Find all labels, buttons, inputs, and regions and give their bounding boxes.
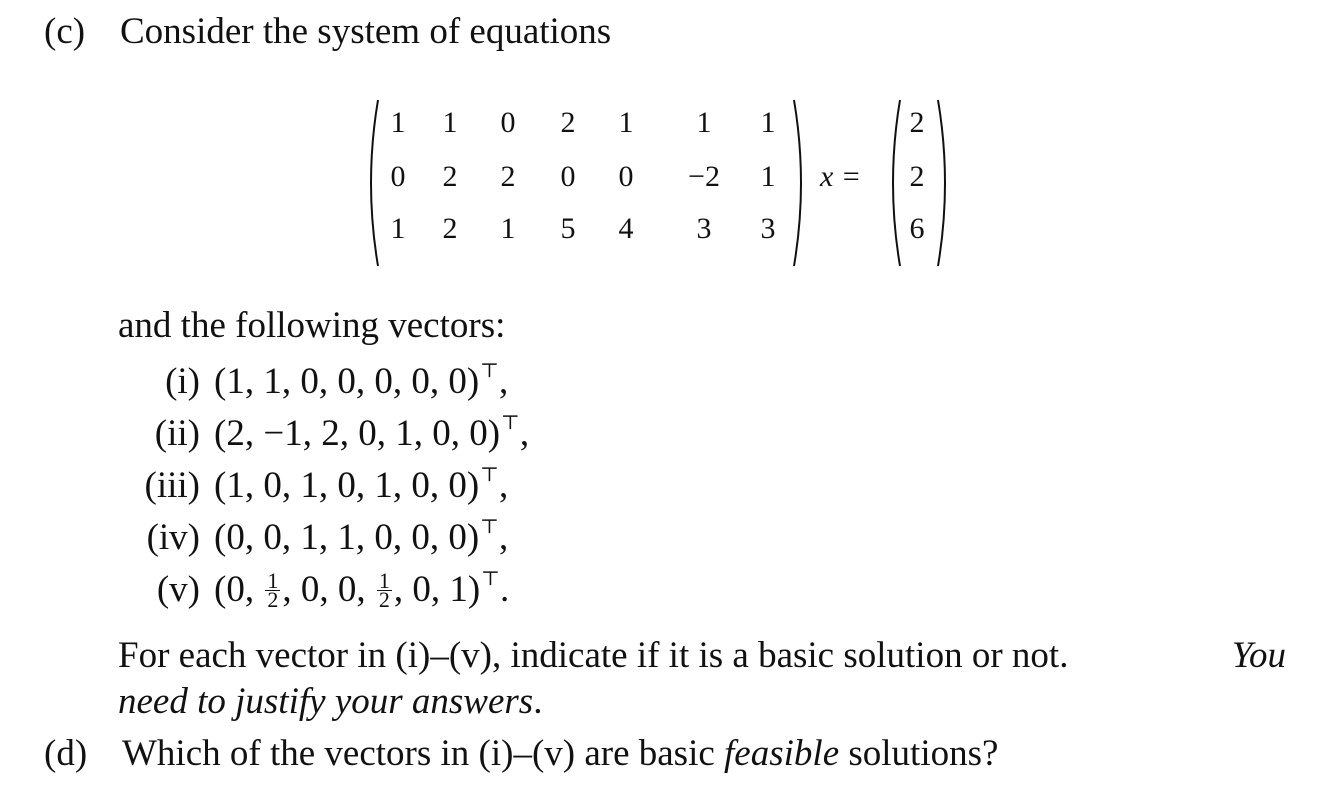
vector-text: (1, 0, 1, 0, 1, 0, 0) [214,465,480,506]
vector-item-iii [104,462,508,507]
vector-text-part: , 0, 0, [282,569,375,610]
question-text: For each vector in (i)–(v), indicate if it is a basic solution or not. [118,635,1069,676]
rhs-left-paren-icon [884,98,902,268]
transpose-mark: ⊤ [480,360,499,382]
fraction-numerator: 1 [267,568,279,594]
vector-item-i [104,358,508,403]
vector-end: , [498,361,509,402]
matrix-cell: 1 [500,212,516,245]
rhs-cell: 6 [909,212,925,245]
vector-text: (2, −1, 2, 0, 1, 0, 0) [214,413,501,454]
matrix-cell: 0 [500,106,516,139]
vector-label: (iv) [146,517,200,558]
matrix-cell: 5 [560,212,576,245]
rhs-right-paren-icon [936,98,954,268]
vector-text-part: (0, [214,569,264,610]
vector-item-ii [104,410,529,455]
vector-label: (iii) [144,465,200,506]
question-emphasis: You [1231,635,1286,676]
vector-text: (1, 1, 0, 0, 0, 0, 0) [214,361,480,402]
part-c-intro: Consider the system of equations [120,11,612,52]
matrix-cell: 1 [760,106,776,139]
matrix-cell: 3 [696,212,712,245]
justify-emphasis: need to justify your answers [118,681,534,722]
vector-label: (i) [165,361,200,402]
vector-end: , [498,465,509,506]
vector-end: . [499,569,510,610]
transpose-mark: ⊤ [501,412,520,434]
question-line-1 [118,634,1286,677]
vector-label: (v) [156,569,200,610]
matrix-cell: 3 [760,212,776,245]
part-d-text-end: solutions? [848,733,999,774]
matrix-cell: 1 [442,106,458,139]
fraction-denominator: 2 [267,587,279,613]
matrix-cell: 2 [500,160,516,193]
vector-text: (0, 0, 1, 1, 0, 0, 0) [214,517,480,558]
matrix-cell: 1 [390,106,406,139]
rhs-cell: 2 [909,106,925,139]
matrix-cell: 0 [618,160,634,193]
matrix-cell: 1 [696,106,712,139]
fraction-half [265,568,280,613]
matrix-cell: 2 [442,160,458,193]
vector-end: , [498,517,509,558]
matrix-cell: 0 [560,160,576,193]
part-c-label: (c) [44,11,86,52]
fraction-numerator: 1 [378,568,390,594]
transpose-mark: ⊤ [480,464,499,486]
part-d-question [122,732,998,775]
part-d-label: (d) [44,733,88,774]
matrix-cell: 0 [390,160,406,193]
part-d-text: Which of the vectors in (i)–(v) are basic [122,733,715,774]
vector-text-part: , 0, 1) [393,569,481,610]
matrix-cell: 2 [560,106,576,139]
question-line-2 [118,680,542,723]
transpose-mark: ⊤ [481,568,500,590]
matrix-cell: 1 [760,160,776,193]
vector-item-v [104,566,509,611]
matrix-cell: −2 [688,160,720,193]
fraction-denominator: 2 [378,587,390,613]
matrix-cell: 1 [618,106,634,139]
coefficient-matrix [378,94,798,272]
question-end: . [533,681,543,722]
rhs-cell: 2 [909,160,925,193]
matrix-cell: 4 [618,212,634,245]
x-equals: x = [820,160,862,193]
feasible-emphasis: feasible [724,733,840,774]
matrix-cell: 2 [442,212,458,245]
matrix-cell: 1 [390,212,406,245]
vector-item-iv [104,514,508,559]
vectors-intro: and the following vectors: [118,305,506,346]
vector-label: (ii) [154,413,200,454]
transpose-mark: ⊤ [480,516,499,538]
right-paren-icon [792,98,810,268]
vector-end: , [519,413,530,454]
fraction-half [377,568,392,613]
matrix-equation [362,94,982,272]
